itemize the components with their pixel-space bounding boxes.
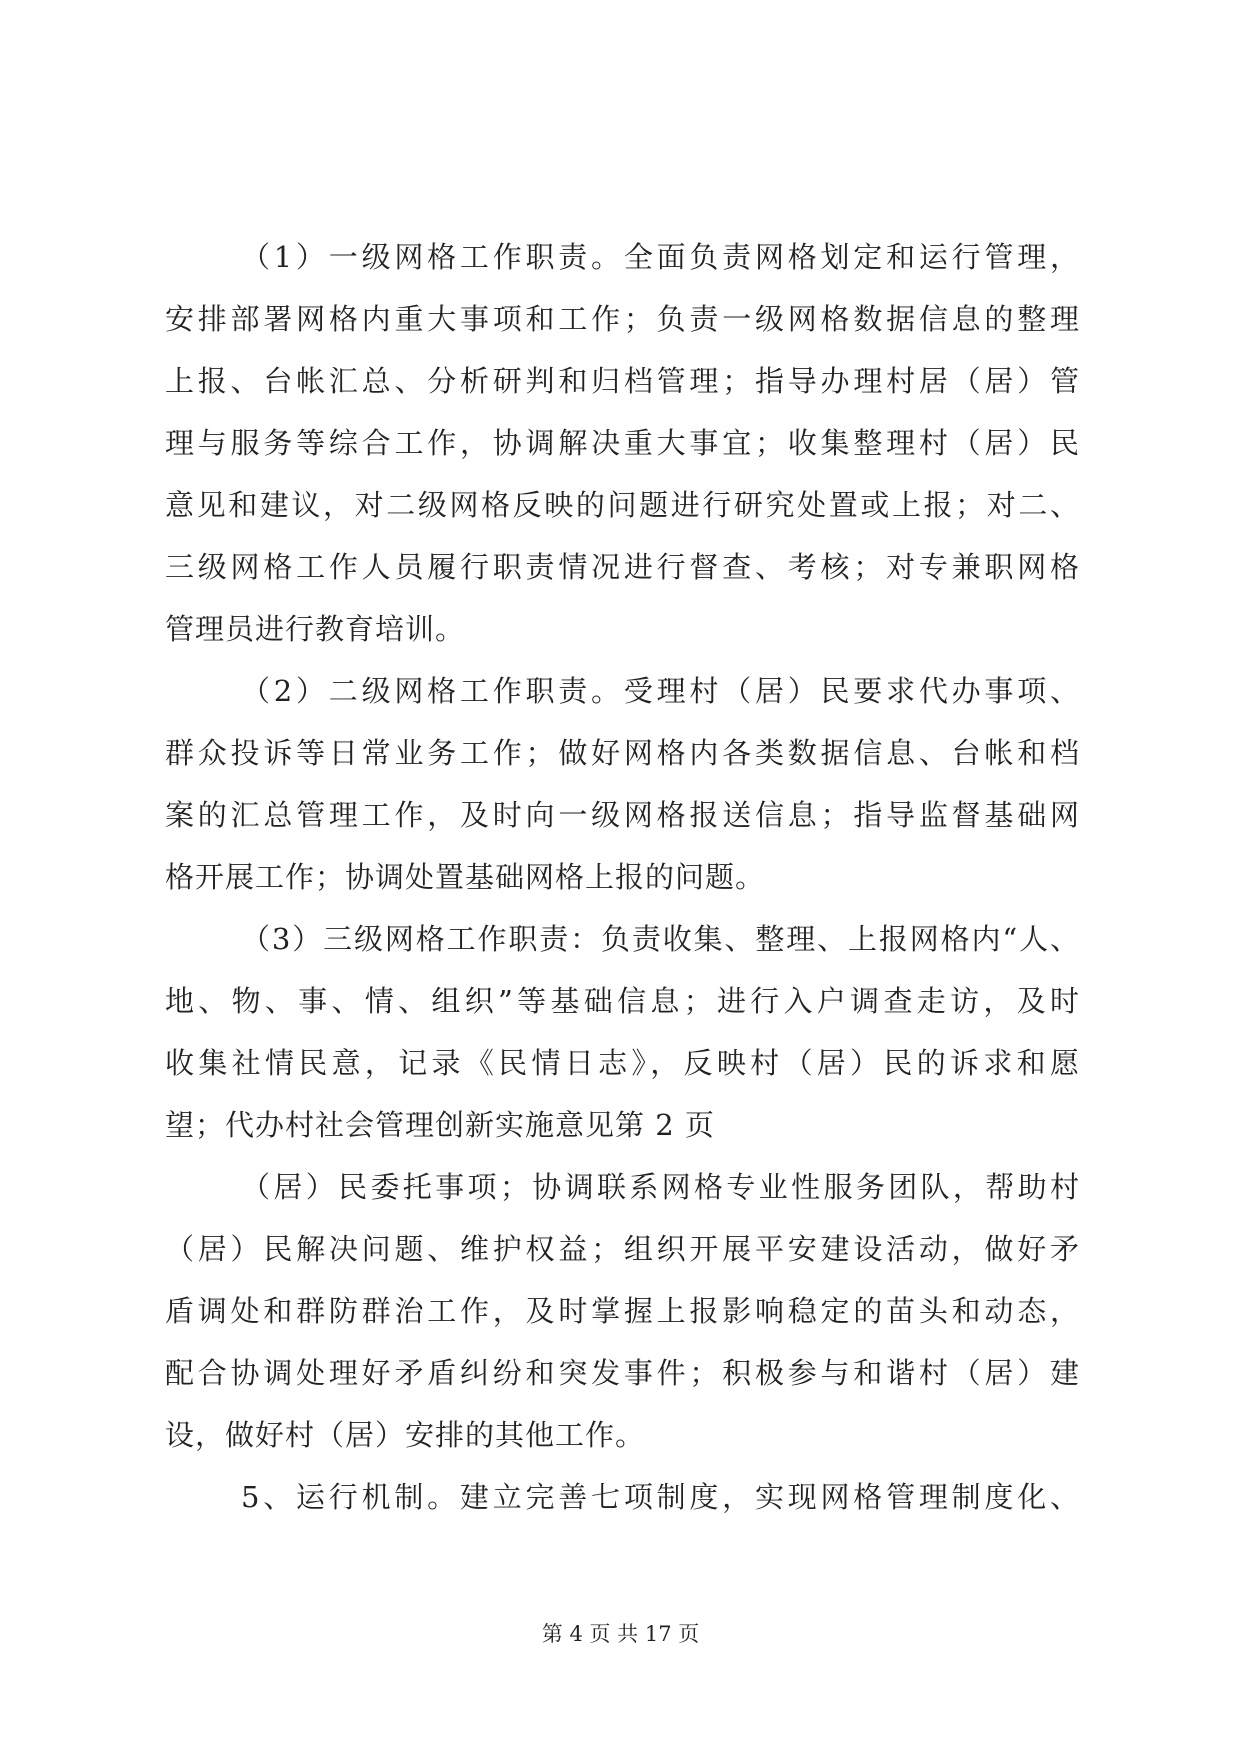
text-line: 案的汇总管理工作，及时向一级网格报送信息；指导监督基础网	[165, 798, 1080, 832]
text-line: 配合协调处理好矛盾纠纷和突发事件；积极参与和谐村（居）建	[165, 1356, 1080, 1390]
text-line: （1）一级网格工作职责。全面负责网格划定和运行管理，	[241, 240, 1080, 274]
text-line: 5、运行机制。建立完善七项制度，实现网格管理制度化、	[241, 1480, 1080, 1514]
paragraph-4	[165, 1156, 1080, 1466]
page-footer: 第 4 页 共 17 页	[541, 1622, 700, 1646]
text-line: 望；代办村社会管理创新实施意见第 2 页	[165, 1108, 715, 1142]
text-line: 盾调处和群防群治工作，及时掌握上报影响稳定的苗头和动态，	[165, 1294, 1080, 1328]
text-line: 设，做好村（居）安排的其他工作。	[165, 1418, 646, 1452]
text-line: 上报、台帐汇总、分析研判和归档管理；指导办理村居（居）管	[165, 364, 1080, 398]
text-line: 收集社情民意，记录《民情日志》，反映村（居）民的诉求和愿	[165, 1046, 1080, 1080]
text-line: 地、物、事、情、组织”等基础信息；进行入户调查走访，及时	[165, 984, 1080, 1018]
text-line: （3）三级网格工作职责：负责收集、整理、上报网格内“人、	[241, 922, 1080, 956]
text-line: （2）二级网格工作职责。受理村（居）民要求代办事项、	[241, 674, 1080, 708]
paragraph-3	[165, 908, 1080, 1156]
text-line: 管理员进行教育培训。	[165, 612, 466, 646]
text-line: 格开展工作；协调处置基础网格上报的问题。	[165, 860, 766, 894]
paragraph-1	[165, 226, 1080, 660]
paragraph-2	[165, 660, 1080, 908]
text-line: （居）民委托事项；协调联系网格专业性服务团队，帮助村	[241, 1170, 1080, 1204]
text-line: 理与服务等综合工作，协调解决重大事宜；收集整理村（居）民	[165, 426, 1080, 460]
text-line: 群众投诉等日常业务工作；做好网格内各类数据信息、台帐和档	[165, 736, 1080, 770]
text-line: （居）民解决问题、维护权益；组织开展平安建设活动，做好矛	[165, 1232, 1080, 1266]
document-body	[165, 226, 1080, 1528]
text-line: 三级网格工作人员履行职责情况进行督查、考核；对专兼职网格	[165, 550, 1080, 584]
paragraph-5	[165, 1466, 1080, 1528]
text-line: 意见和建议，对二级网格反映的问题进行研究处置或上报；对二、	[165, 488, 1080, 522]
text-line: 安排部署网格内重大事项和工作；负责一级网格数据信息的整理	[165, 302, 1080, 336]
